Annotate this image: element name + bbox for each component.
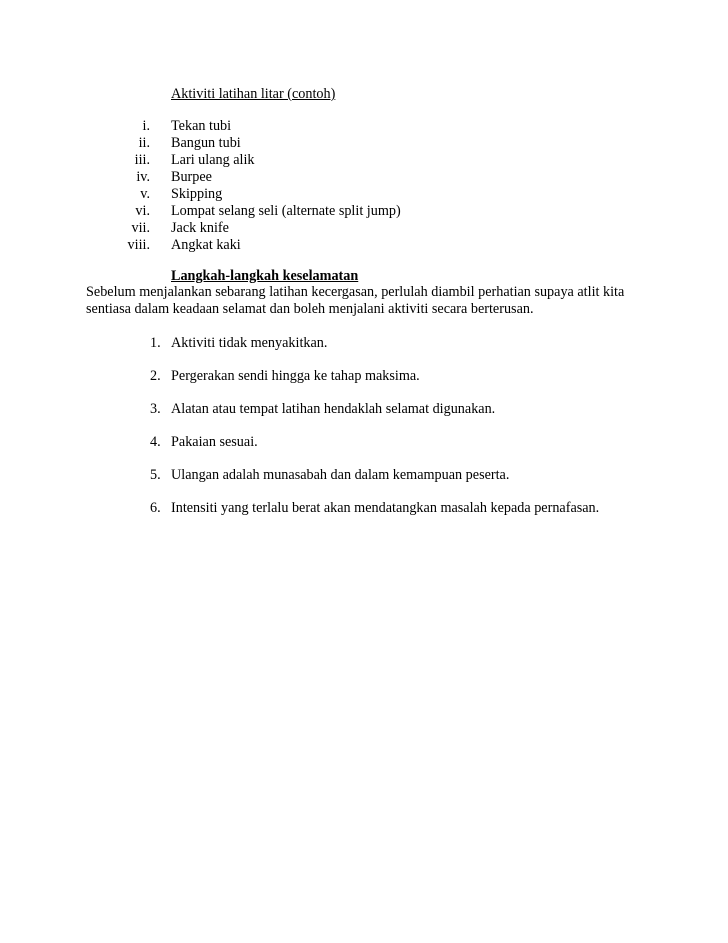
list-item (0, 237, 728, 254)
circuit-activity-list (0, 118, 728, 254)
list-item-number: v. (140, 186, 150, 202)
list-item (0, 434, 728, 467)
list-item-number: ii. (138, 135, 150, 151)
list-item-text: Intensiti yang terlalu berat akan mendatangkan masalah kepada pernafasan. (171, 500, 600, 516)
list-item (0, 220, 728, 237)
list-item-number: 3. (150, 401, 161, 417)
list-item-text: Pergerakan sendi hingga ke tahap maksima. (171, 368, 420, 384)
list-item-text: Aktiviti tidak menyakitkan. (171, 335, 328, 351)
intro-line: sentiasa dalam keadaan selamat dan boleh menjalani aktiviti secara berterusan. (86, 301, 534, 317)
list-item-text: Bangun tubi (171, 135, 241, 151)
list-item-text: Burpee (171, 169, 212, 185)
list-item (0, 135, 728, 152)
list-item (0, 500, 728, 533)
list-item-text: Angkat kaki (171, 237, 241, 253)
list-item (0, 203, 728, 220)
safety-heading: Langkah-langkah keselamatan (171, 268, 359, 284)
list-item-text: Pakaian sesuai. (171, 434, 258, 450)
list-item-number: iv. (136, 169, 150, 185)
list-item-text: Ulangan adalah munasabah dan dalam kemampuan peserta. (171, 467, 510, 483)
list-item (0, 152, 728, 169)
list-item-number: vii. (131, 220, 150, 236)
list-item (0, 467, 728, 500)
list-item-text: Tekan tubi (171, 118, 232, 134)
list-item-number: 2. (150, 368, 161, 384)
list-item-number: i. (142, 118, 150, 134)
list-item-number: 4. (150, 434, 161, 450)
list-item (0, 335, 728, 368)
safety-steps-list (0, 335, 728, 533)
list-item (0, 368, 728, 401)
list-item-number: 5. (150, 467, 161, 483)
list-item-number: 1. (150, 335, 161, 351)
list-item-text: Lompat selang seli (alternate split jump) (171, 203, 401, 219)
list-item (0, 186, 728, 203)
list-item-number: iii. (134, 152, 150, 168)
intro-line: Sebelum menjalankan sebarang latihan kecergasan, perlulah diambil perhatian supaya atlit kita (86, 284, 625, 300)
list-item (0, 118, 728, 135)
list-item-number: vi. (135, 203, 150, 219)
list-item-number: 6. (150, 500, 161, 516)
safety-intro-paragraph (86, 284, 656, 318)
circuit-heading: Aktiviti latihan litar (contoh) (171, 86, 336, 102)
list-item (0, 401, 728, 434)
list-item (0, 169, 728, 186)
list-item-text: Lari ulang alik (171, 152, 255, 168)
list-item-text: Jack knife (171, 220, 229, 236)
list-item-number: viii. (127, 237, 150, 253)
list-item-text: Alatan atau tempat latihan hendaklah selamat digunakan. (171, 401, 496, 417)
list-item-text: Skipping (171, 186, 223, 202)
